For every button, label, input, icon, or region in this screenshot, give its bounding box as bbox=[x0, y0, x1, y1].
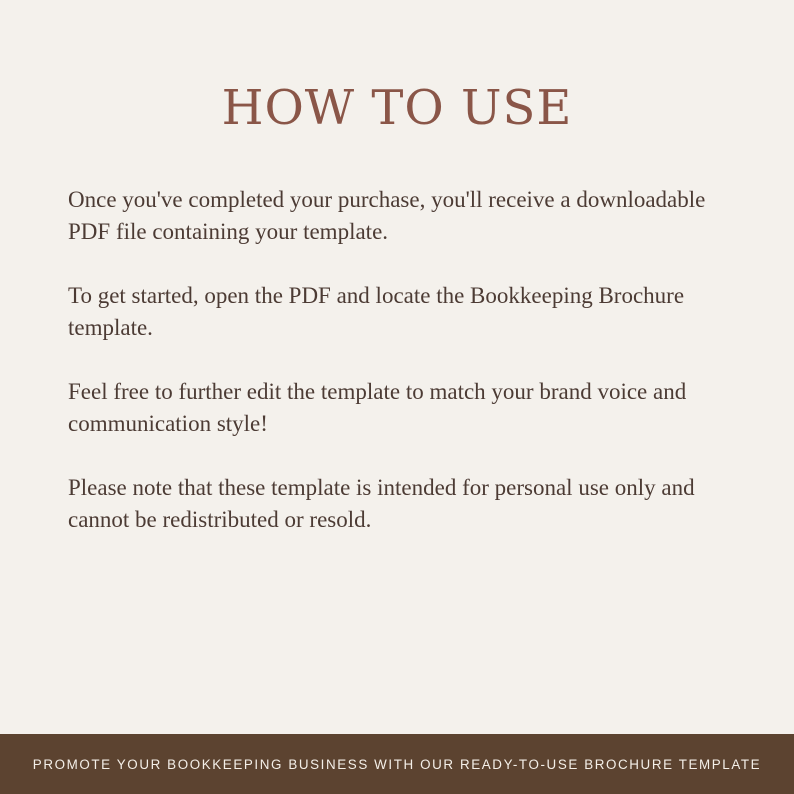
instruction-paragraph-get-started: To get started, open the PDF and locate the Bookkeeping Brochure template. bbox=[68, 283, 685, 340]
footer-banner-text: PROMOTE YOUR BOOKKEEPING BUSINESS WITH OUR READY-TO-USE BROCHURE TEMPLATE bbox=[32, 756, 762, 772]
instruction-paragraph-license-note: Please note that these template is intended for personal use only and cannot be redistributed or resold. bbox=[68, 475, 695, 532]
footer-banner bbox=[0, 734, 794, 794]
page-title: HOW TO USE bbox=[221, 80, 573, 136]
instruction-paragraph-purchase: Once you've completed your purchase, you'll receive a downloadable PDF file containing your template. bbox=[68, 187, 706, 244]
instruction-paragraph-edit: Feel free to further edit the template to match your brand voice and communication style! bbox=[68, 379, 687, 436]
instructions-body bbox=[68, 184, 728, 568]
